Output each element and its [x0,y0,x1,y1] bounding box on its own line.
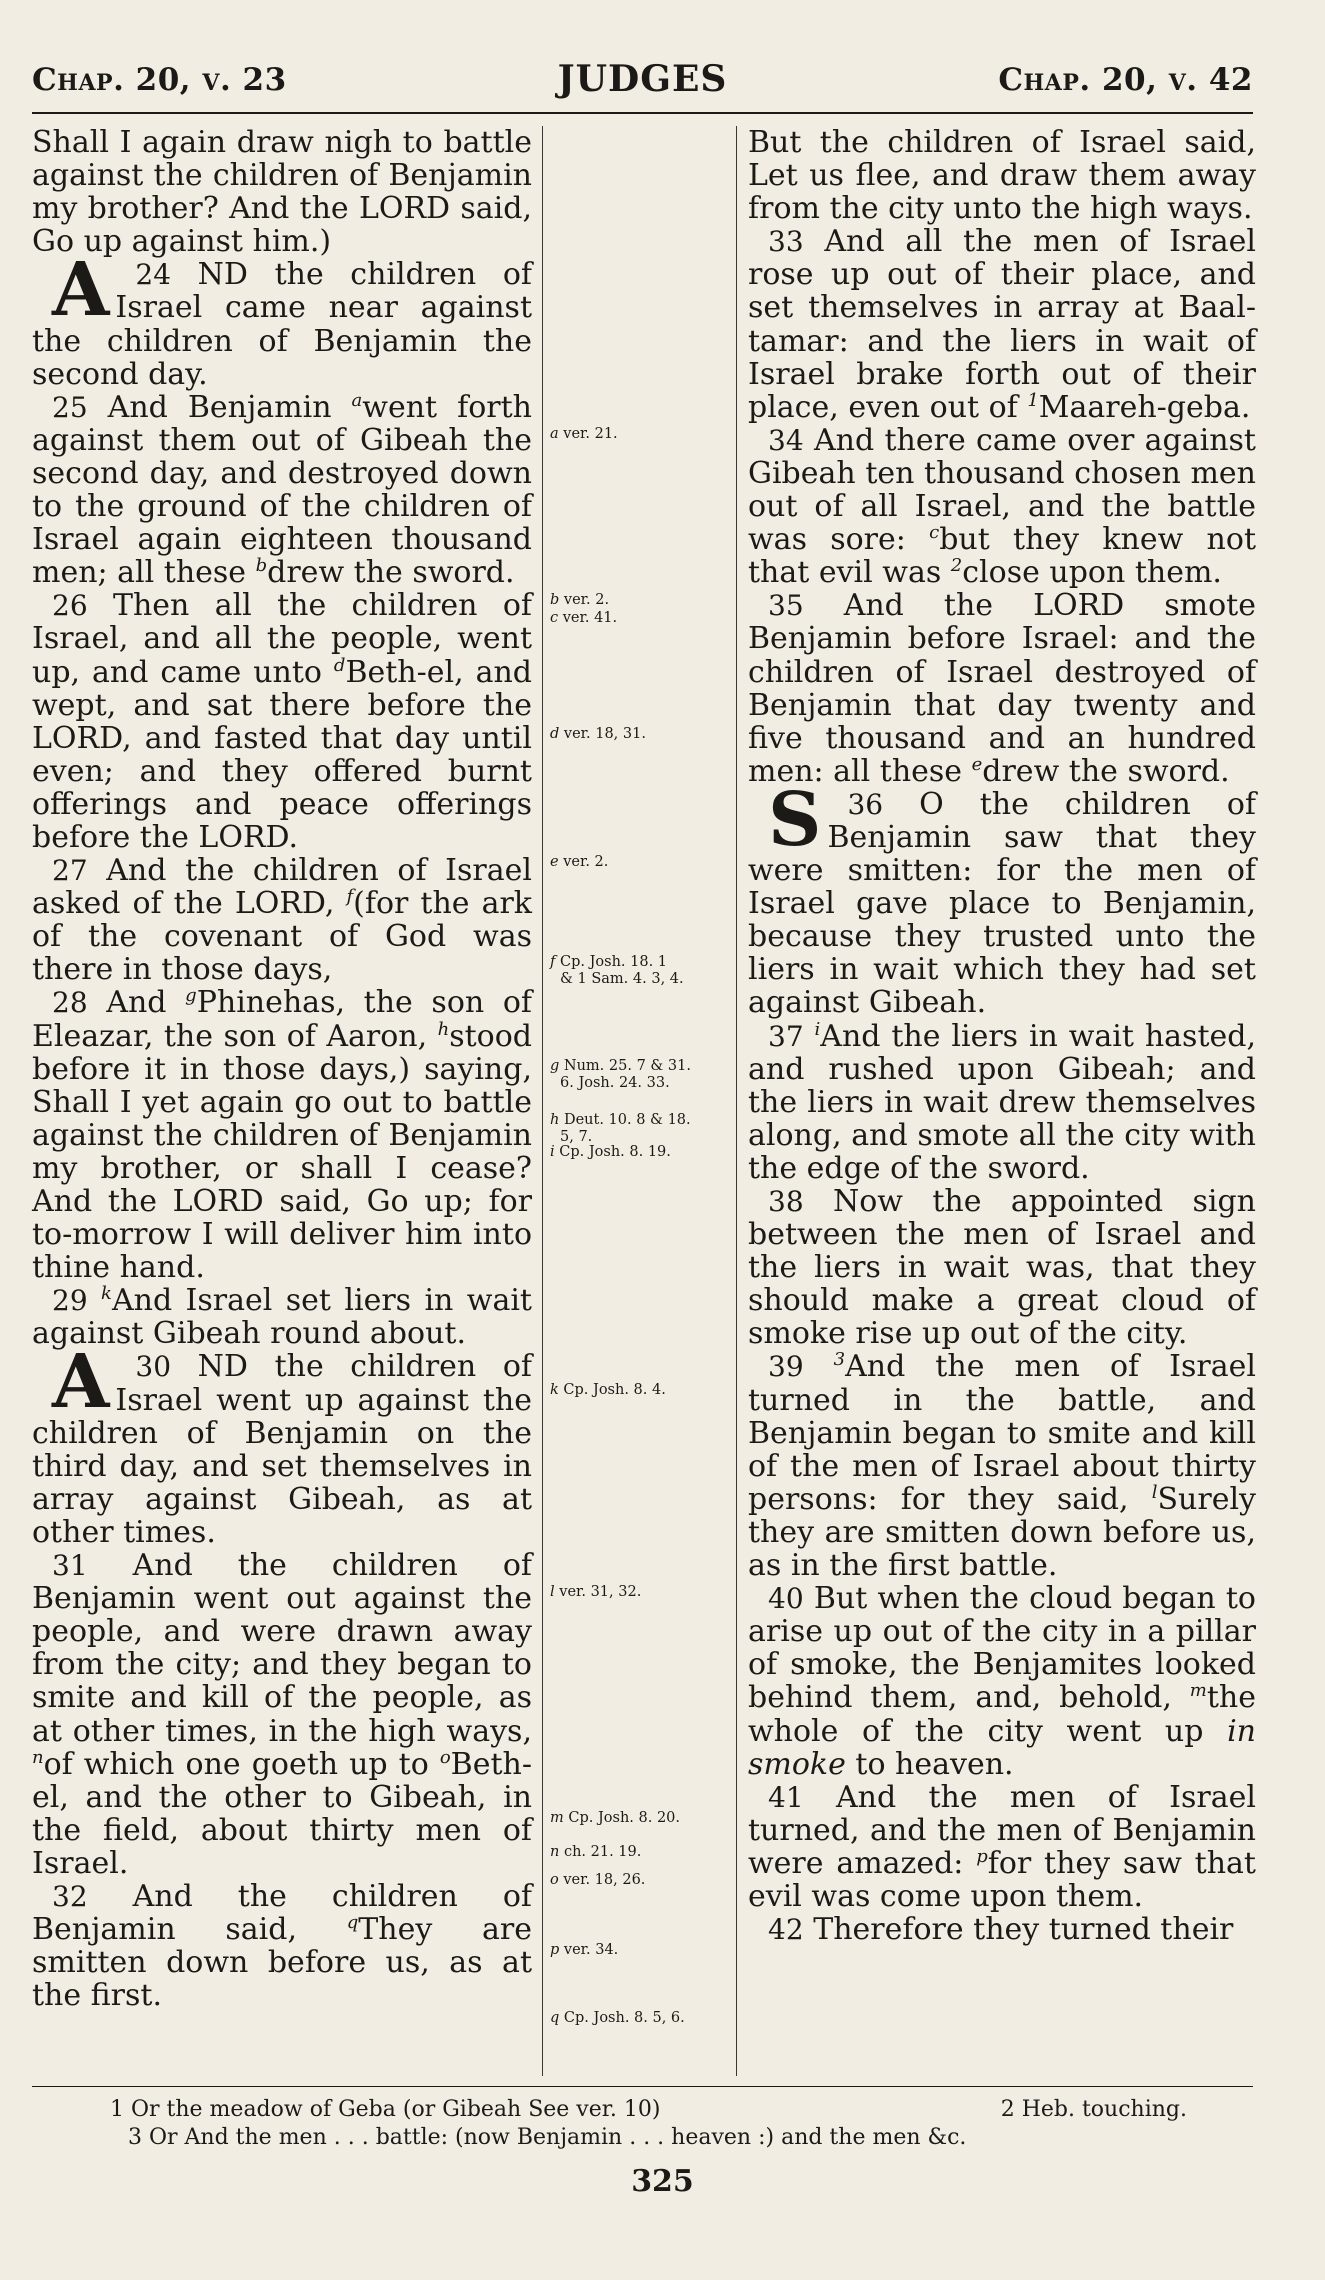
verse-number: 25 [52,390,88,424]
verse-number: 33 [768,225,804,259]
cross-ref-marker: g [185,985,197,1007]
verse-text: Beth-el, and wept, and sat there before the LORD, and fasted that day until even; and they offered burnt offerings and peace offerings before the LORD. [32,654,532,855]
verse-32-continuation: But the children of Israel said, Let us flee, and draw them away from the city unto the high ways. [748,125,1256,227]
verse-33 [748,225,1256,424]
footnote-rule [32,2086,1253,2087]
drop-cap: A [52,247,110,334]
cross-ref-marker: q [346,1912,359,1934]
margin-ref-g-cont: 6. Josh. 24. 33. [560,1075,670,1091]
verse-text: Surely they are smitten down before us, as in the first battle. [748,1481,1256,1584]
footnote-3: 3 Or And the men . . . battle: (now Benjamin . . . heaven :) and the men &c. [128,2125,967,2150]
margin-ref-c: c ver. 41. [550,610,618,626]
verse-text: But when the cloud began to arise up out of the city in a pillar of smoke, the Benjamites looked behind them, and, behold, [748,1581,1256,1716]
verse-text: And the men of Israel turned, and the men of Benjamin were amazed: [748,1779,1256,1881]
verse-41 [748,1781,1256,1913]
footnote-2: 2 Heb. touching. [1000,2097,1187,2122]
verse-text: O the children of Benjamin saw that they were smitten: for the men of Israel gave place to Benjamin, because they trusted unto the liers in wait which they had set against Gibeah. [748,786,1256,1021]
drop-cap: S [768,776,822,863]
cross-ref-marker: e [971,753,983,775]
cross-ref-marker: c [929,522,940,544]
header-rule [32,112,1253,114]
margin-ref-p: p ver. 34. [550,1942,619,1958]
verse-number: 39 [768,1350,804,1384]
cross-ref-marker: p [976,1845,988,1867]
verse-text: Maareh-geba. [1038,389,1251,425]
verse-31 [32,1549,532,1880]
verse-number: 30 [135,1350,172,1384]
footnote-marker: 3 [833,1349,846,1371]
verse-number: 29 [52,1284,88,1318]
verse-text: And the children of Israel asked of the LORD, [32,853,532,922]
verse-text: stood before it in those days,) saying, Shall I yet again go out to battle against the children of Benjamin my brother, or shall I cease? And the LORD said, Go up; for to-morrow I will deliver him into thine hand. [32,1018,532,1286]
verse-number: 26 [52,589,88,623]
margin-ref-f-cont: & 1 Sam. 4. 3, 4. [560,971,684,987]
verse-number: 24 [135,258,172,292]
verse-number: 42 [768,1913,804,1947]
verse-text: to heaven. [855,1746,1014,1782]
verse-27 [32,854,532,986]
margin-references [550,126,730,2076]
verse-text: And there came over against Gibeah ten thousand chosen men out of all Israel, and the battle was sore: [748,422,1256,558]
margin-ref-m: m Cp. Josh. 8. 20. [550,1810,680,1826]
verse-text: ND the children of Israel went up against the children of Benjamin on the third day, and set themselves in array against Gibeah, as at other times. [32,1349,532,1550]
footnotes [32,2096,1253,2152]
verse-text: went forth against them out of Gibeah the second day, and destroyed down to the ground of the children of Israel again eighteen thousand men; all these [32,389,532,591]
verse-37 [748,1020,1256,1185]
cross-ref-marker: h [437,1018,450,1040]
margin-ref-k: k Cp. Josh. 8. 4. [550,1382,666,1398]
cross-ref-marker: o [439,1746,451,1768]
footnote-line-2 [32,2124,1253,2152]
cross-ref-marker: n [32,1746,44,1768]
verse-number: 38 [768,1185,804,1218]
book-title: JUDGES [557,58,728,100]
verse-36 [748,776,1256,1021]
verse-text: close upon them. [962,555,1222,591]
verse-23-continuation: Shall I again draw nigh to battle against the children of Benjamin my brother? And the LORD said, Go up against him.) [32,125,532,260]
verse-text: but they knew not that evil was [748,522,1256,591]
footnote-marker: 2 [950,555,963,577]
cross-ref-marker: f [346,886,354,908]
page-number: 325 [631,2164,694,2199]
margin-ref-f: f Cp. Josh. 18. 1 [550,954,668,970]
verse-25 [32,391,532,590]
verse-number: 34 [768,423,804,457]
footnote-line-1 [32,2096,1253,2124]
margin-ref-l: l ver. 31, 32. [550,1584,642,1600]
footnote-marker: 1 [1027,389,1039,411]
verse-text: And Benjamin [107,389,332,425]
verse-number: 28 [52,986,88,1020]
verse-35 [748,589,1256,788]
running-head [32,58,1253,104]
verse-text: drew the sword. [267,555,515,591]
margin-ref-b: b ver. 2. [550,592,610,608]
verse-number: 32 [52,1879,88,1913]
cross-ref-marker: a [351,389,363,411]
verse-text: (for the ark of the covenant of God was there in those days, [32,886,532,988]
running-head-left: Chap. 20, v. 23 [32,62,287,98]
cross-ref-marker: d [333,654,346,676]
verse-number: 41 [768,1780,804,1814]
verse-24 [32,247,532,392]
verse-text: Now the appointed sign between the men of Israel and the liers in wait was, that they should make a great cloud of smoke rise up out of the city. [748,1184,1256,1352]
running-head-right: Chap. 20, v. 42 [998,62,1253,98]
verse-text: They are smitten down before us, as at the first. [32,1912,532,2014]
verse-29 [32,1284,532,1350]
verse-32 [32,1880,532,2012]
verse-42 [748,1913,1256,1946]
cross-ref-marker: l [1151,1481,1158,1503]
verse-text: of which one goeth up to [43,1746,429,1782]
verse-text: ND the children of Israel came near against the children of Benjamin the second day. [32,257,532,392]
cross-ref-marker: i [814,1018,821,1040]
footnote-1: 1 Or the meadow of Geba (or Gibeah See ver. 10) [110,2097,661,2122]
column-rule-right [736,126,737,2076]
verse-26 [32,589,532,854]
verse-text: And the children of Benjamin went out against the people, and were drawn away from the city; and they began to smite and kill of the people, as at other times, in the high ways, [32,1548,532,1749]
margin-ref-e: e ver. 2. [550,854,609,870]
verse-text: And the LORD smote Benjamin before Israel: and the children of Israel destroyed of Benjamin that day twenty and five thousand and an hundred men: all these [748,588,1256,789]
cross-ref-marker: k [101,1283,112,1305]
verse-40 [748,1582,1256,1781]
margin-ref-q: q Cp. Josh. 8. 5, 6. [550,2010,685,2026]
verse-text: And the men of Israel turned in the battle, and Benjamin began to smite and kill of the men of Israel about thirty persons: for they said, [748,1349,1256,1517]
verse-30 [32,1339,532,1550]
verse-38 [748,1185,1256,1350]
column-rule-left [542,126,543,2076]
verse-text: And Israel set liers in wait against Gibeah round about. [32,1283,532,1352]
verse-text: Phinehas, the son of Eleazar, the son of Aaron, [32,985,533,1054]
verse-text: Beth-el, and the other to Gibeah, in the field, about thirty men of Israel. [32,1746,532,1881]
verse-number: 37 [768,1019,804,1053]
verse-text: And the liers in wait hasted, and rushed upon Gibeah; and the liers in wait drew themselves along, and smote all the city with the edge of the sword. [748,1018,1256,1186]
margin-ref-a: a ver. 21. [550,426,618,442]
margin-ref-i: i Cp. Josh. 8. 19. [550,1144,671,1160]
drop-cap: A [52,1339,110,1426]
margin-ref-o: o ver. 18, 26. [550,1872,646,1888]
margin-ref-h-cont: 5, 7. [560,1129,593,1145]
verse-number: 31 [52,1549,88,1583]
margin-ref-n: n ch. 21. 19. [550,1844,642,1860]
verse-text: And the children of Benjamin said, [32,1878,532,1948]
verse-number: 27 [52,854,88,888]
verse-39 [748,1350,1256,1582]
cross-ref-marker: b [255,555,268,577]
verse-text: the whole of the city went up [748,1680,1256,1749]
left-text-column [32,126,532,2012]
verse-text: for they saw that evil was come upon them. [748,1845,1256,1914]
verse-text-italic: in smoke [748,1713,1256,1782]
verse-number: 35 [768,589,804,623]
verse-34 [748,424,1256,589]
verse-number: 40 [768,1582,804,1616]
cross-ref-marker: m [1189,1680,1207,1702]
verse-text: Therefore they turned their [813,1912,1234,1948]
verse-number: 36 [847,787,884,821]
verse-text: drew the sword. [982,753,1230,789]
margin-ref-h: h Deut. 10. 8 & 18. [550,1112,691,1128]
verse-28 [32,986,532,1284]
margin-ref-g: g Num. 25. 7 & 31. [550,1058,691,1074]
margin-ref-d: d ver. 18, 31. [550,726,646,742]
verse-text: Then all the children of Israel, and all the people, went up, and came unto [32,588,532,690]
verse-text: And [106,985,167,1021]
right-text-column [748,126,1256,1946]
verse-text: And all the men of Israel rose up out of their place, and set themselves in array at Baal-tamar: and the liers in wait of Israel brake forth out of their place, even out of [748,224,1256,425]
